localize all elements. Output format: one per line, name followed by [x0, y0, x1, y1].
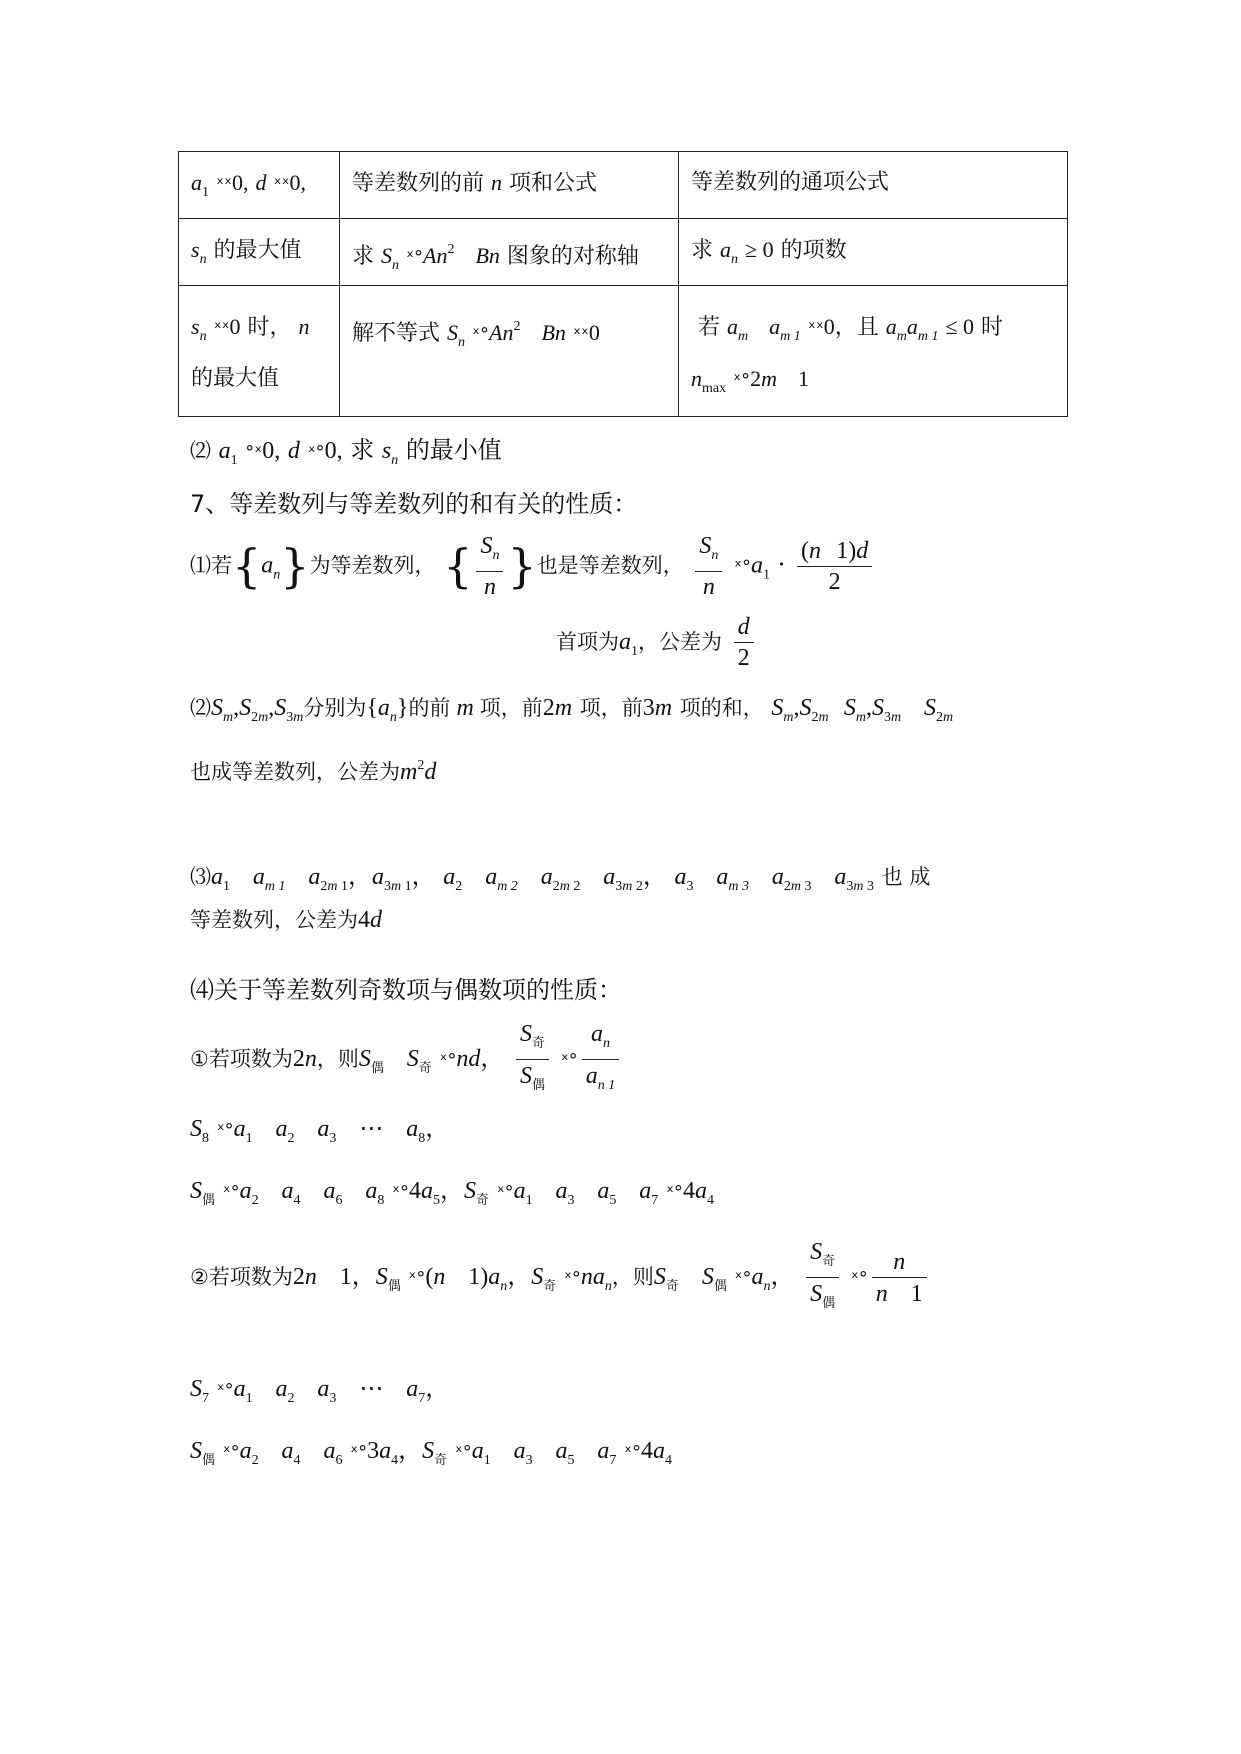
table-row — [179, 219, 1068, 286]
table-cell: $s_n$ 的最大值 — [179, 219, 340, 286]
s8-even-odd: $S_偶$ $ˣ^\circ a_2$ $a_4$ $a_6$ $a_8$ $ˣ^\circ 4a_5$，$S_奇$ $ˣ^\circ a_1$ $a_3$ $a_5$ $a_7$ $ˣ^\circ 4a_4$ — [190, 1176, 714, 1208]
table-cell: 等差数列的前 n 项和公式 — [340, 152, 679, 219]
property-2-min: ⑵ $a_1$ °ˣ0, d ˣ°0, 求 $s_n$ 的最小值 — [190, 436, 502, 468]
table-cell: 求 $a_n \ge 0$ 的项数 — [679, 219, 1068, 286]
s7-expansion: $S_7$ $ˣ^\circ a_1$ $a_2$ $a_3$ ⋯ $a_7$， — [190, 1374, 450, 1406]
table-row — [179, 152, 1068, 219]
property-7-3: $⑶a_1$ $a_{m 1}$ $a_{2m 1}$，$a_{3m 1}$， $a_2$ $a_{m 2}$ $a_{2m 2}$ $a_{3m 2}$， $a_3$ $a_{m 3}$ $a_{2m 3}$ $a_{3m 3}$ 也 成 — [190, 862, 931, 894]
property-7-4: ⑷关于等差数列奇数项与偶数项的性质： — [190, 976, 622, 1004]
property-7-1: ⑴若$\{a_n\}$为等差数列， { $\frac{S_n}{n}$ }也是等差数列， $\frac{S_n}{n}$ $ˣ^\circ a_1$ · $\frac{(n 1)d}{2}$ — [190, 530, 876, 602]
property-7-4-1: ①若项数为2n，则$S_偶$ $S_奇$ ˣ°nd， $\frac{S_奇}{S_偶}$ ˣ° $\frac{a_n}{a_{n 1}}$ — [190, 1018, 623, 1101]
property-7-3-cont: 等差数列，公差为4d — [190, 907, 382, 933]
property-7-4-2: ②若项数为2n 1，$S_偶$ ˣ°(n $1)a_n$，$S_奇$ $ˣ^\circ na_n$，则$S_奇$ $S_偶$ $ˣ^\circ a_n$， $\frac{S_奇}{S_偶}$ ˣ° $\frac{n}{n 1}$ — [190, 1236, 931, 1319]
s7-even-odd: $S_偶$ $ˣ^\circ a_2$ $a_4$ $a_6$ $ˣ^\circ 3a_4$，$S_奇$ $ˣ^\circ a_1$ $a_3$ $a_5$ $a_7$ $ˣ^\circ 4a_4$ — [190, 1436, 673, 1468]
property-7-2-cont: 也成等差数列，公差为$m^2d$ — [190, 758, 437, 785]
section-7-heading: 7、等差数列与等差数列的和有关的性质： — [190, 490, 638, 518]
table-cell: $a_1$ ˣˣ0, d ˣˣ0, — [179, 152, 340, 219]
cell-general-term: 等差数列的通项公式 — [691, 170, 890, 195]
table-row — [179, 286, 1068, 417]
table-cell — [679, 152, 1068, 219]
table-cell: 求 $S_n$ ˣ°An$^2$ Bn 图象的对称轴 — [340, 219, 679, 286]
table-cell: 若 $a_m$ $a_{m 1}$ ˣˣ0，且 $a_ma_{m 1} \le 0$ 时 $n_{max}$ ˣ°2m 1 — [679, 286, 1068, 417]
s8-expansion: $S_8$ $ˣ^\circ a_1$ $a_2$ $a_3$ ⋯ $a_8$， — [190, 1114, 450, 1146]
comparison-table — [178, 151, 1068, 417]
property-7-2: $⑵S_m,S_{2m},S_{3m}$分别为$\{a_n\}$的前 m 项，前2m 项，前3m 项的和， $S_m,S_{2m}$ $S_m,S_{3m}$ $S_{2m}$ — [190, 695, 954, 725]
property-7-1-first-term: 首项为$a_1$，公差为 $\frac{d}{2}$ — [556, 612, 758, 673]
table-cell: $s_n$ ˣˣ0 时， n 的最大值 — [179, 286, 340, 417]
table-cell: 解不等式 $S_n$ ˣ°An$^2$ Bn ˣˣ0 — [340, 286, 679, 417]
